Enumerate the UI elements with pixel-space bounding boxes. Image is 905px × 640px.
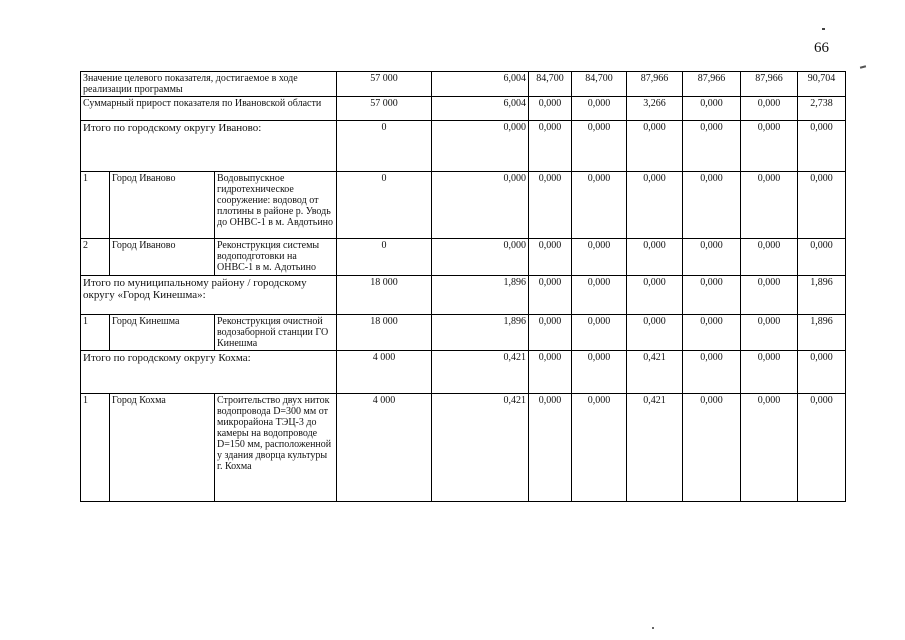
value-cell: 0,000 <box>798 172 846 239</box>
page-number: 66 <box>814 40 829 56</box>
value-cell: 1,896 <box>798 315 846 351</box>
table-row <box>81 315 846 351</box>
value-cell: 0,421 <box>627 351 683 394</box>
table-row <box>81 72 846 97</box>
value-cell: 0,000 <box>572 351 627 394</box>
row-index: 1 <box>81 394 110 502</box>
value-cell: 0,000 <box>529 97 572 121</box>
value-cell: 1,896 <box>432 315 529 351</box>
table-row <box>81 276 846 315</box>
value-cell: 0,000 <box>572 276 627 315</box>
value-cell: 0,000 <box>529 315 572 351</box>
value-cell: 2,738 <box>798 97 846 121</box>
value-cell: 0,000 <box>683 276 741 315</box>
value-cell: 0,000 <box>798 351 846 394</box>
row-index: 1 <box>81 315 110 351</box>
value-cell: 87,966 <box>627 72 683 97</box>
value-cell: 0,000 <box>741 315 798 351</box>
value-cell: 0,000 <box>432 239 529 276</box>
city-cell: Город Кохма <box>110 394 215 502</box>
row-label: Итого по муниципальному району / городскому округу «Город Кинешма»: <box>81 276 337 315</box>
value-cell: 0 <box>337 172 432 239</box>
value-cell: 0,000 <box>741 97 798 121</box>
table-row <box>81 172 846 239</box>
value-cell: 0,000 <box>683 239 741 276</box>
value-cell: 0,000 <box>683 394 741 502</box>
value-cell: 1,896 <box>798 276 846 315</box>
value-cell: 0,000 <box>529 239 572 276</box>
table-row <box>81 394 846 502</box>
value-cell: 0,000 <box>529 121 572 172</box>
row-index: 1 <box>81 172 110 239</box>
value-cell: 0,000 <box>627 315 683 351</box>
value-cell: 0,000 <box>627 276 683 315</box>
value-cell: 0,000 <box>627 172 683 239</box>
value-cell: 0,000 <box>572 121 627 172</box>
value-cell: 3,266 <box>627 97 683 121</box>
value-cell: 90,704 <box>798 72 846 97</box>
scan-mark <box>822 28 825 30</box>
value-cell: 87,966 <box>683 72 741 97</box>
table-row <box>81 97 846 121</box>
value-cell: 0,000 <box>683 97 741 121</box>
row-label: Итого по городскому округу Иваново: <box>81 121 337 172</box>
value-cell: 0,000 <box>572 97 627 121</box>
object-cell: Реконструкция очистной водозаборной станции ГО Кинешма <box>215 315 337 351</box>
object-cell: Строительство двух ниток водопровода D=300 мм от микрорайона ТЭЦ-3 до камеры на водопроводе D=150 мм, расположенной у здания дворца культуры г. Кохма <box>215 394 337 502</box>
value-cell: 0,000 <box>741 172 798 239</box>
value-cell: 0,000 <box>741 351 798 394</box>
value-cell: 0,000 <box>432 121 529 172</box>
value-cell: 87,966 <box>741 72 798 97</box>
value-cell: 57 000 <box>337 72 432 97</box>
row-label: Суммарный прирост показателя по Ивановской области <box>81 97 337 121</box>
value-cell: 57 000 <box>337 97 432 121</box>
value-cell: 0,000 <box>683 351 741 394</box>
value-cell: 0,000 <box>683 172 741 239</box>
value-cell: 0,000 <box>741 394 798 502</box>
value-cell: 0,000 <box>529 172 572 239</box>
value-cell: 0,000 <box>529 394 572 502</box>
value-cell: 0,000 <box>798 239 846 276</box>
value-cell: 4 000 <box>337 394 432 502</box>
value-cell: 0,000 <box>572 315 627 351</box>
value-cell: 0,000 <box>572 239 627 276</box>
value-cell: 18 000 <box>337 315 432 351</box>
value-cell: 0,000 <box>529 276 572 315</box>
value-cell: 0,000 <box>627 239 683 276</box>
row-label: Итого по городскому округу Кохма: <box>81 351 337 394</box>
value-cell: 0,000 <box>741 276 798 315</box>
row-label: Значение целевого показателя, достигаемое в ходе реализации программы <box>81 72 337 97</box>
value-cell: 0,421 <box>432 394 529 502</box>
table-row <box>81 351 846 394</box>
value-cell: 0,000 <box>798 394 846 502</box>
value-cell: 0,000 <box>529 351 572 394</box>
scan-mark <box>860 65 866 68</box>
city-cell: Город Кинешма <box>110 315 215 351</box>
value-cell: 0,000 <box>741 239 798 276</box>
value-cell: 0 <box>337 121 432 172</box>
data-table <box>80 71 846 502</box>
scan-mark <box>652 627 654 629</box>
value-cell: 84,700 <box>529 72 572 97</box>
table-row <box>81 121 846 172</box>
row-index: 2 <box>81 239 110 276</box>
value-cell: 0 <box>337 239 432 276</box>
value-cell: 0,000 <box>627 121 683 172</box>
value-cell: 84,700 <box>572 72 627 97</box>
value-cell: 0,000 <box>572 394 627 502</box>
value-cell: 0,421 <box>432 351 529 394</box>
value-cell: 18 000 <box>337 276 432 315</box>
value-cell: 1,896 <box>432 276 529 315</box>
value-cell: 4 000 <box>337 351 432 394</box>
value-cell: 0,000 <box>432 172 529 239</box>
value-cell: 0,000 <box>741 121 798 172</box>
value-cell: 0,000 <box>572 172 627 239</box>
object-cell: Водовыпускное гидротехническое сооружение: водовод от плотины в районе р. Уводь до ОНВС-1 в м. Авдотьино <box>215 172 337 239</box>
value-cell: 6,004 <box>432 97 529 121</box>
value-cell: 0,000 <box>683 121 741 172</box>
value-cell: 0,000 <box>798 121 846 172</box>
object-cell: Реконструкция системы водоподготовки на ОНВС-1 в м. Адотьино <box>215 239 337 276</box>
value-cell: 0,000 <box>683 315 741 351</box>
city-cell: Город Иваново <box>110 172 215 239</box>
value-cell: 6,004 <box>432 72 529 97</box>
table-row <box>81 239 846 276</box>
value-cell: 0,421 <box>627 394 683 502</box>
city-cell: Город Иваново <box>110 239 215 276</box>
